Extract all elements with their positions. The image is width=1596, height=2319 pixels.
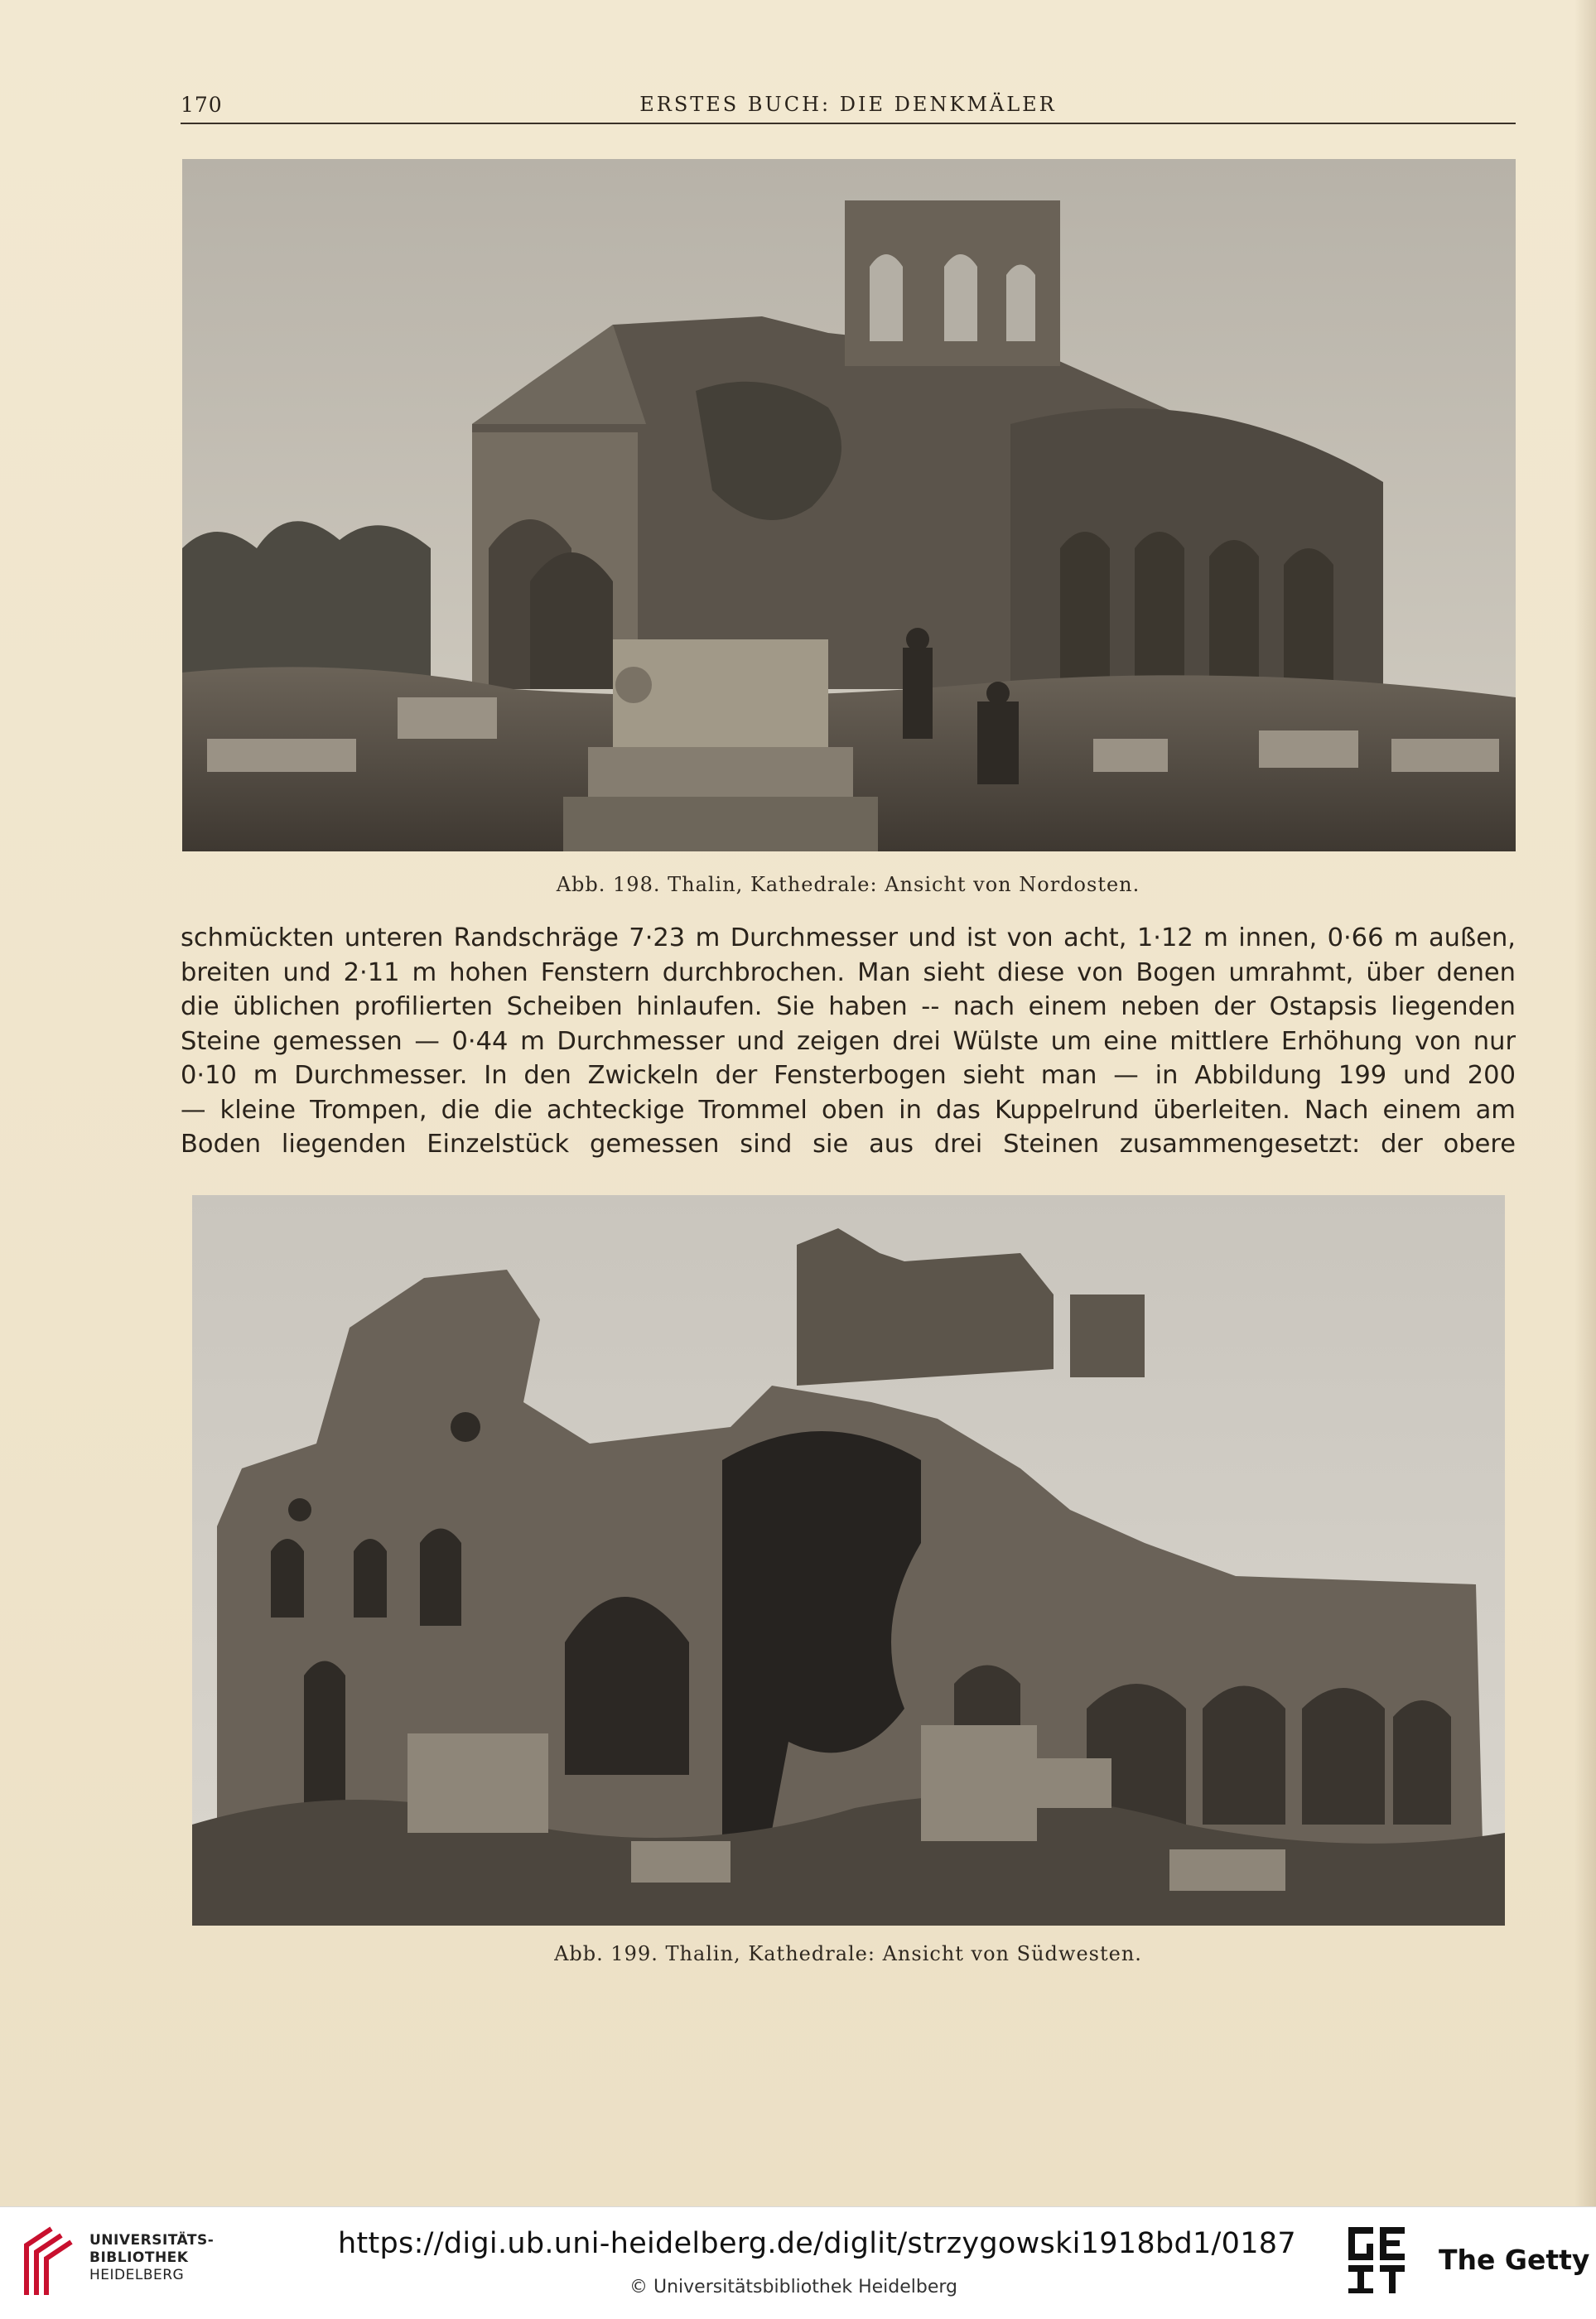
figure-198-caption: Abb. 198. Thalin, Kathedrale: Ansicht von Nordosten. <box>556 873 1140 896</box>
cathedral-northeast-photo <box>182 159 1516 851</box>
text-line: schmückten unteren Randschräge 7·23 m Durchmesser und ist von acht, 1·12 m innen, 0·66 m außen, <box>181 923 1516 952</box>
figure-199-photo <box>192 1195 1505 1926</box>
getty-logo <box>1343 2222 1411 2302</box>
text-line: Boden liegenden Einzelstück gemessen sind sie aus drei Steinen zusammengesetzt: der obere <box>181 1130 1516 1159</box>
copyright-notice: © Universitätsbibliothek Heidelberg <box>629 2277 958 2297</box>
running-title: ERSTES BUCH: DIE DENKMÄLER <box>639 93 1057 116</box>
partner-name: The Getty <box>1439 2244 1590 2276</box>
cathedral-southwest-photo <box>192 1195 1505 1926</box>
permalink-url[interactable]: https://digi.ub.uni-heidelberg.de/diglit/strzygowski1918bd1/0187 <box>338 2227 1296 2260</box>
page-edge-shadow <box>1574 0 1596 2206</box>
digitization-footer <box>0 2206 1596 2319</box>
text-line: Steine gemessen — 0·44 m Durchmesser und zeigen drei Wülste um eine mittlere Erhöhung von nur <box>181 1026 1516 1056</box>
text-line: 0·10 m Durchmesser. In den Zwickeln der Fensterbogen sieht man — in Abbildung 199 und 200 <box>181 1061 1516 1090</box>
text-line: breiten und 2·11 m hohen Fenstern durchbrochen. Man sieht diese von Bogen umrahmt, über denen <box>181 957 1516 987</box>
page-number: 170 <box>181 93 223 117</box>
running-header <box>181 89 1516 124</box>
body-paragraph <box>181 921 1516 1162</box>
text-line: — kleine Trompen, die die achteckige Trommel oben in das Kuppelrund überleiten. Nach einem am <box>181 1095 1516 1125</box>
figure-198-photo <box>182 159 1516 851</box>
library-name: UNIVERSITÄTS- BIBLIOTHEK HEIDELBERG <box>89 2232 215 2283</box>
ub-heidelberg-logo <box>18 2220 78 2303</box>
figure-199-caption: Abb. 199. Thalin, Kathedrale: Ansicht von Südwesten. <box>554 1942 1142 1965</box>
text-line: die üblichen profilierten Scheiben hinlaufen. Sie haben -- nach einem neben der Ostapsis liegenden <box>181 992 1516 1021</box>
